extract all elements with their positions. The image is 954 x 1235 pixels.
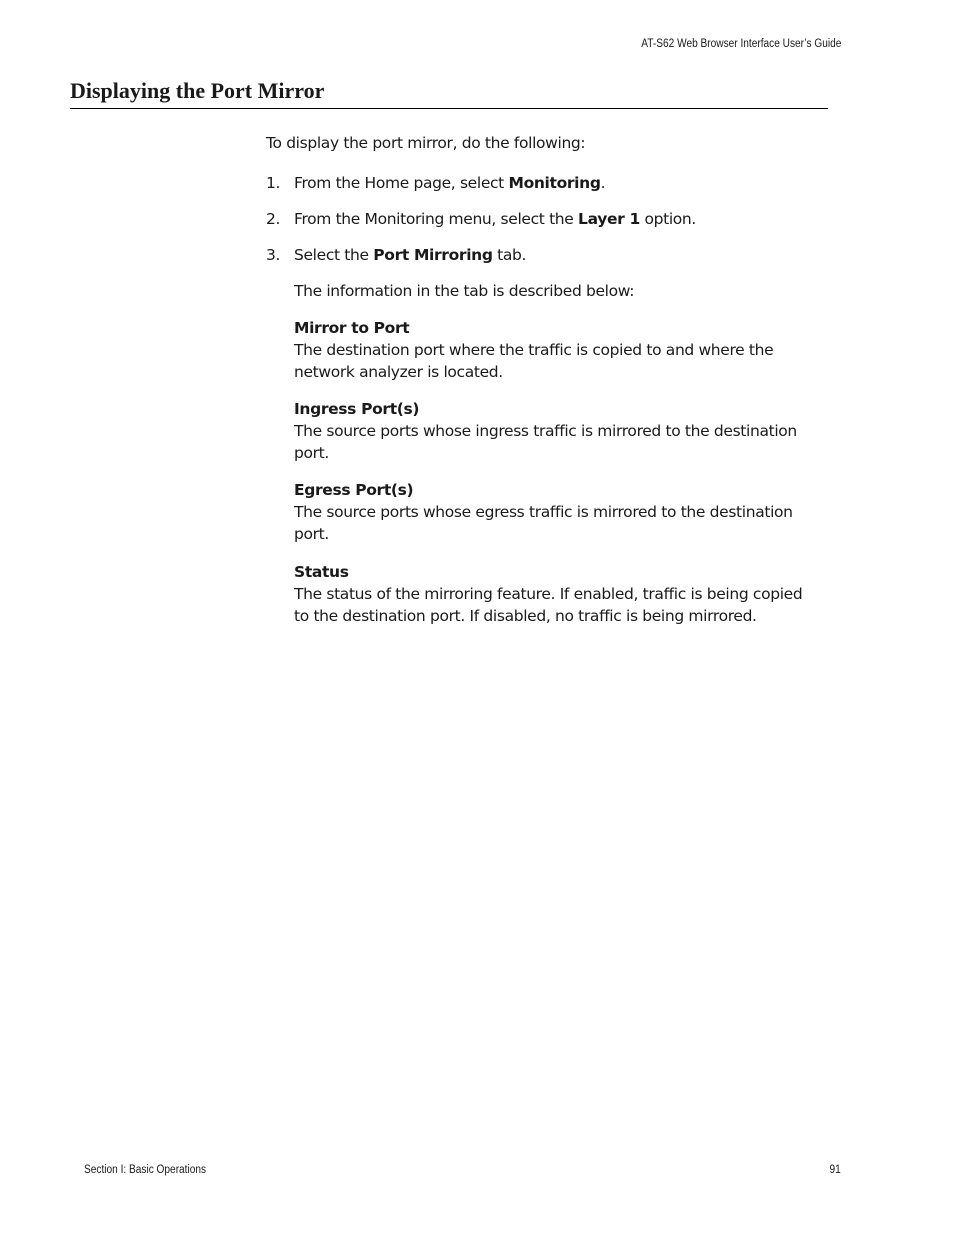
term-status <box>294 561 814 627</box>
term-heading: Mirror to Port <box>294 319 410 337</box>
term-mirror-to-port <box>294 317 814 383</box>
term-heading: Egress Port(s) <box>294 481 414 499</box>
term-heading: Ingress Port(s) <box>294 400 420 418</box>
step-text: From the Monitoring menu, select the Layer 1 option. <box>294 210 696 228</box>
step-number: 1. <box>266 174 281 192</box>
term-definition: The status of the mirroring feature. If enabled, traffic is being copied to the destination port. If disabled, no traffic is being mirrored. <box>294 585 803 625</box>
ui-term-layer-1: Layer 1 <box>578 210 640 228</box>
running-header: AT-S62 Web Browser Interface User’s Guide <box>640 38 841 50</box>
term-definition: The source ports whose egress traffic is mirrored to the destination port. <box>294 503 793 543</box>
term-ingress-ports <box>294 398 814 464</box>
footer-section-label: Section I: Basic Operations <box>84 1164 207 1176</box>
ui-term-port-mirroring: Port Mirroring <box>373 246 493 264</box>
section-title: Displaying the Port Mirror <box>70 78 325 103</box>
title-rule <box>70 108 828 109</box>
step-number: 3. <box>266 246 281 264</box>
step-text: Select the Port Mirroring tab. <box>294 246 527 264</box>
step-number: 2. <box>266 210 281 228</box>
tab-description: The information in the tab is described below: <box>294 282 635 300</box>
term-definition: The source ports whose ingress traffic is mirrored to the destination port. <box>294 422 797 462</box>
term-definition: The destination port where the traffic is copied to and where the network analyzer is located. <box>294 341 774 381</box>
ui-term-monitoring: Monitoring <box>508 174 601 192</box>
intro-paragraph: To display the port mirror, do the following: <box>266 134 586 152</box>
step-text: From the Home page, select Monitoring. <box>294 174 606 192</box>
page-number: 91 <box>829 1164 841 1176</box>
term-heading: Status <box>294 563 349 581</box>
term-egress-ports <box>294 479 814 545</box>
